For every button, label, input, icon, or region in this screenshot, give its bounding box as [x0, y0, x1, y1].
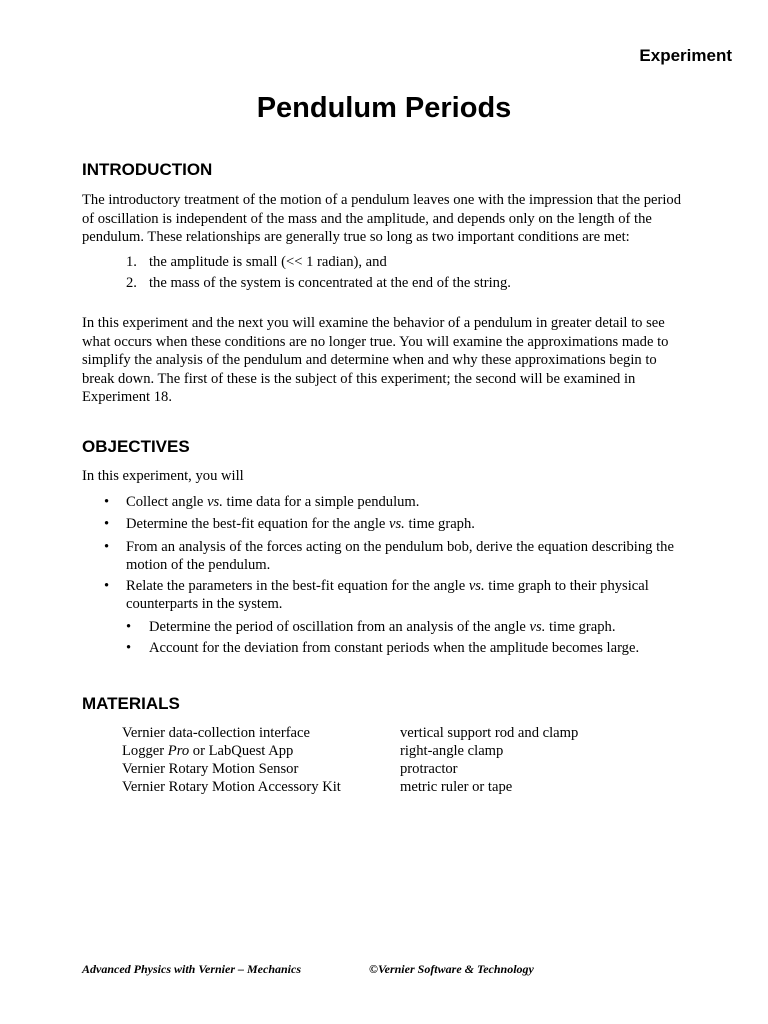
objectives-heading: OBJECTIVES	[82, 437, 190, 456]
condition-number: 1.	[126, 254, 137, 270]
page-title: Pendulum Periods	[256, 92, 512, 124]
bullet-icon: •	[126, 619, 132, 635]
material-item: Logger Pro or LabQuest App	[122, 743, 294, 759]
material-item: right-angle clamp	[400, 743, 504, 759]
condition-number: 2.	[126, 275, 137, 291]
material-item: metric ruler or tape	[400, 779, 513, 795]
objectives-intro: In this experiment, you will	[82, 468, 244, 484]
material-item: Vernier data-collection interface	[122, 725, 310, 741]
material-item: Vernier Rotary Motion Sensor	[122, 761, 299, 777]
objective-item: • Relate the parameters in the best-fit equation for the angle vs. time graph to their physical counterparts in the system.	[104, 578, 649, 612]
objective-item: • Collect angle vs. time data for a simple pendulum.	[104, 494, 420, 510]
bullet-icon: •	[104, 494, 110, 510]
bullet-icon: •	[104, 578, 110, 594]
experiment-label: Experiment	[639, 46, 732, 65]
condition-text: the mass of the system is concentrated at the end of the string.	[149, 275, 511, 291]
objective-subitem: • Determine the period of oscillation from an analysis of the angle vs. time graph.	[126, 619, 616, 635]
objective-item: • Determine the best-fit equation for the angle vs. time graph.	[104, 516, 475, 532]
condition-text: the amplitude is small (<< 1 radian), and	[149, 254, 387, 270]
material-item: Vernier Rotary Motion Accessory Kit	[122, 779, 341, 795]
objective-subitem: • Account for the deviation from constant periods when the amplitude becomes large.	[126, 640, 640, 656]
bullet-icon: •	[104, 539, 110, 555]
materials-left-column	[122, 724, 341, 796]
introduction-paragraph-2: In this experiment and the next you will examine the behavior of a pendulum in greater detail to see what occurs when these conditions are no longer true. You will examine the approximations made to simplify the analysis of the pendulum and determine when and why these approximations begin to break down. The first of these is the subject of this experiment; the second will be examined in Experiment 18.	[82, 315, 669, 405]
introduction-paragraph-1: The introductory treatment of the motion of a pendulum leaves one with the impression that the period of oscillation is independent of the mass and the amplitude, and depends only on the length of the pendulum. These relationships are generally true so long as two important conditions are met:	[82, 192, 681, 245]
objective-item: • From an analysis of the forces acting on the pendulum bob, derive the equation describing the motion of the pendulum.	[104, 539, 674, 573]
material-item: protractor	[400, 761, 458, 777]
materials-right-column	[400, 724, 578, 796]
bullet-icon: •	[126, 640, 132, 656]
material-item: vertical support rod and clamp	[400, 725, 579, 741]
footer-book-title: Advanced Physics with Vernier – Mechanics	[82, 962, 302, 976]
footer-copyright: ©Vernier Software & Technology	[369, 962, 534, 976]
materials-heading: MATERIALS	[82, 694, 180, 713]
bullet-icon: •	[104, 516, 110, 532]
introduction-heading: INTRODUCTION	[82, 160, 213, 179]
